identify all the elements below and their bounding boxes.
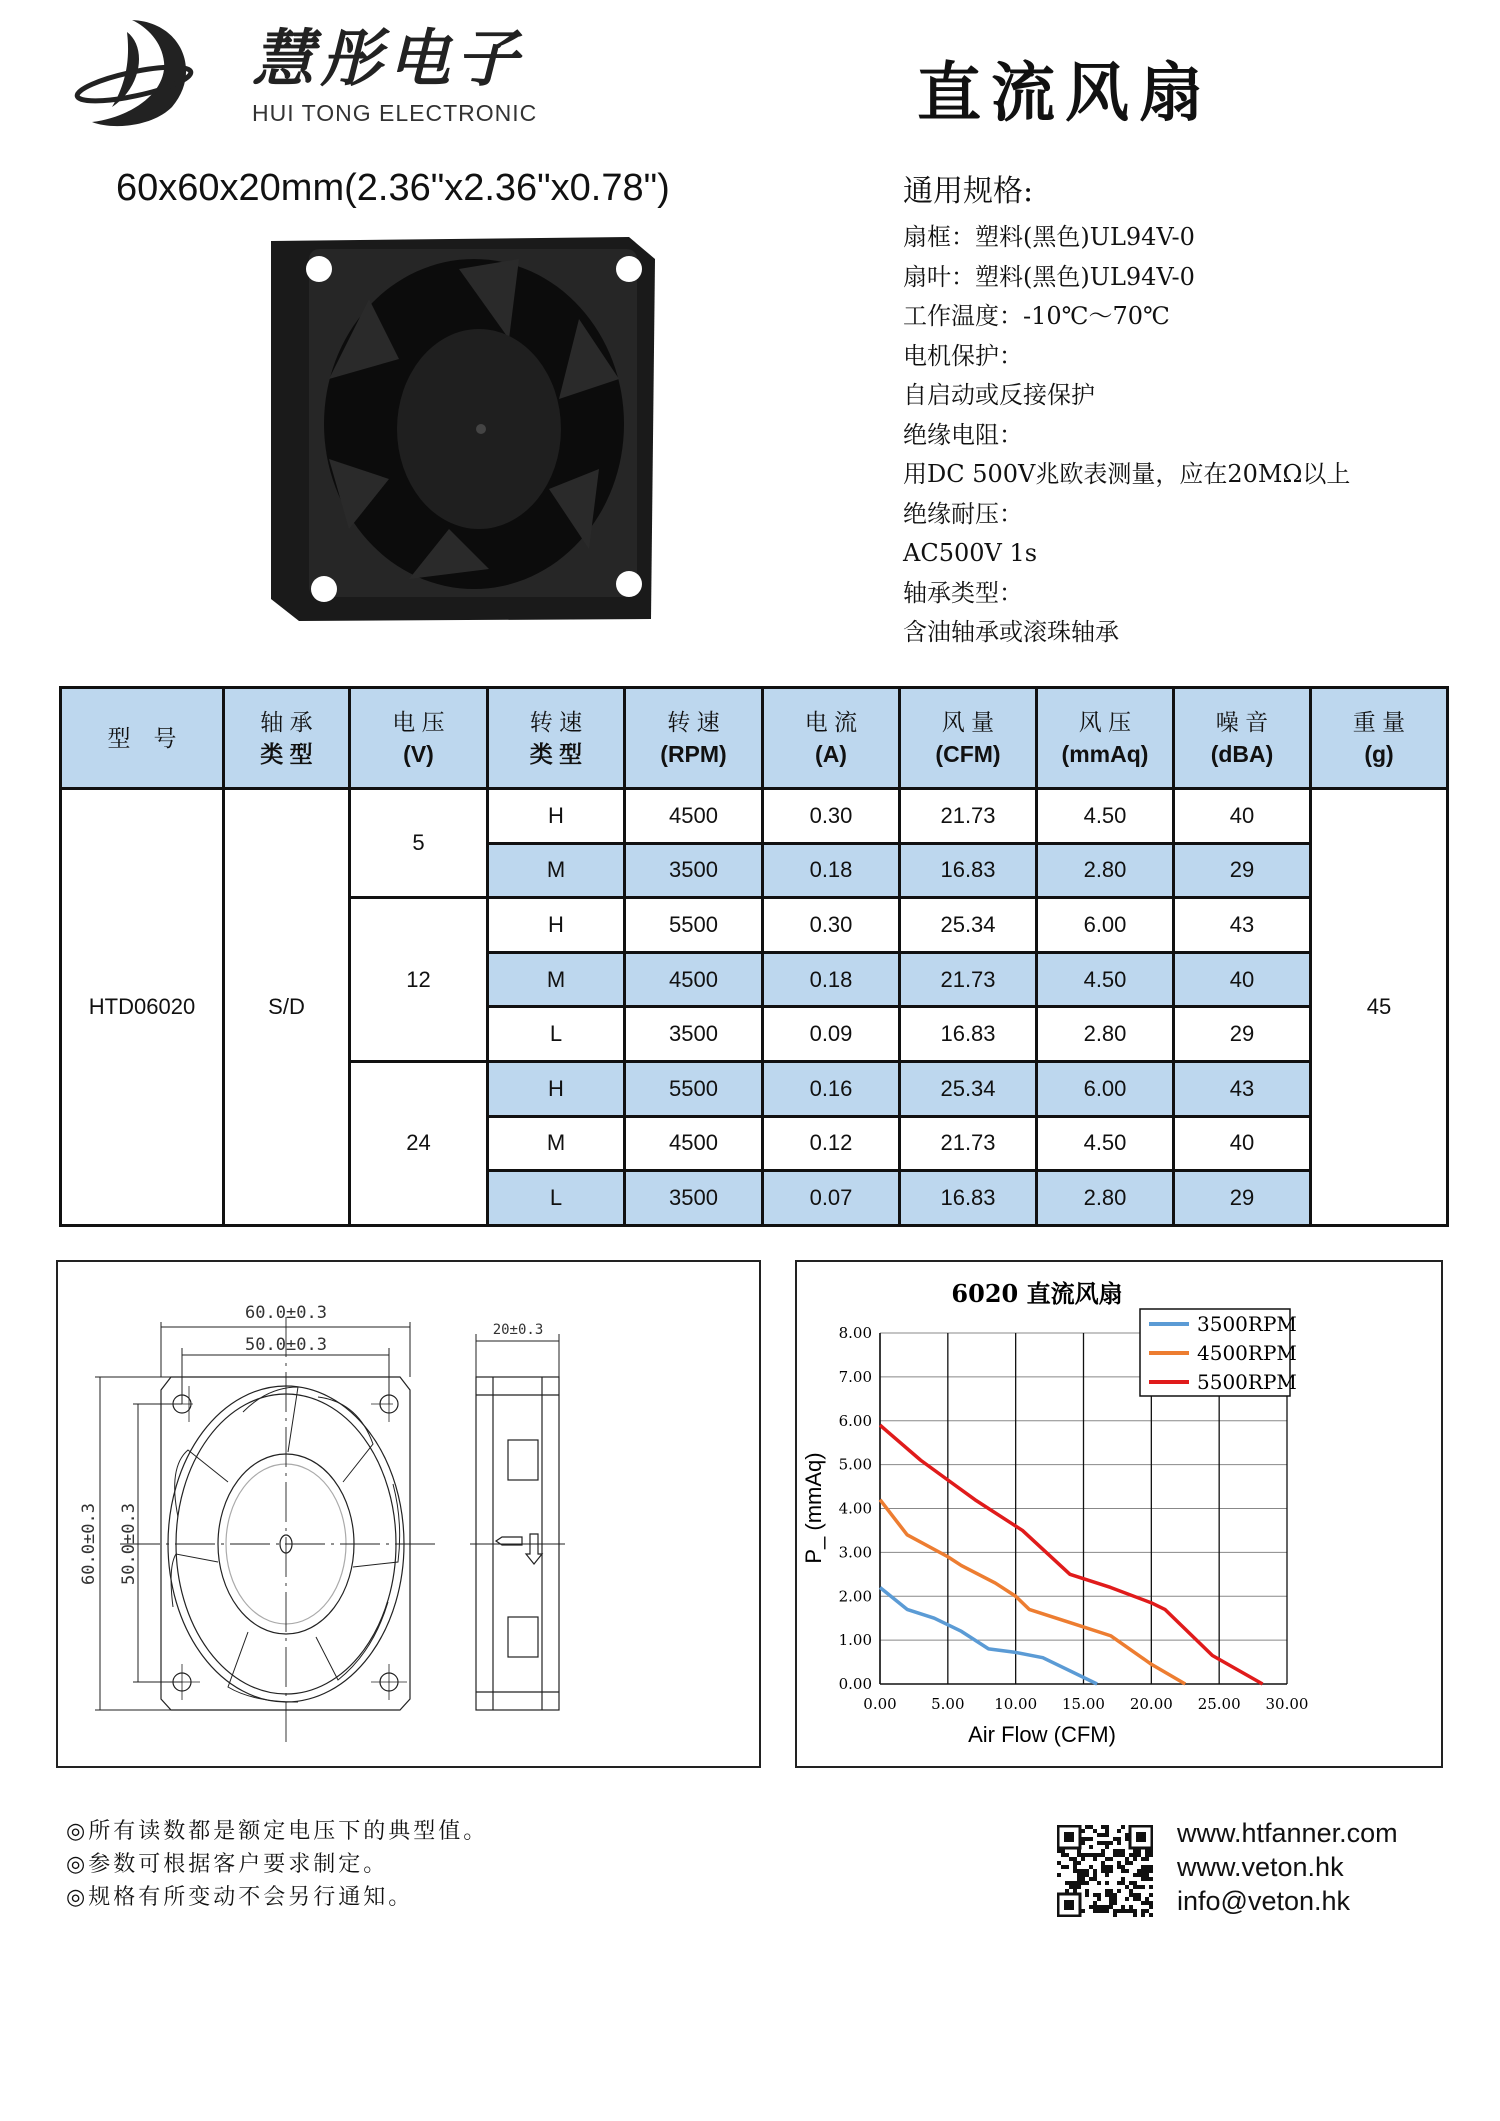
front-view (120, 1317, 438, 1742)
series-line-5500RPM (880, 1425, 1263, 1684)
note-item: ◎规格有所变动不会另行通知。 (66, 1885, 414, 1910)
table-cell: 43 (1174, 898, 1311, 953)
spec-line: 工作温度：-10℃～70℃ (903, 302, 1170, 330)
table-cell: 0.12 (763, 1116, 900, 1171)
table-cell: 2.80 (1037, 1007, 1174, 1062)
general-specifications (903, 172, 1350, 653)
pq-curve-chart (795, 1260, 1443, 1768)
header-line-2: (CFM) (935, 741, 1001, 767)
table-cell: 4500 (625, 1116, 763, 1171)
table-cell: 43 (1174, 1061, 1311, 1116)
header-line-1: 型 号 (107, 725, 177, 751)
company-name-cn: 慧彤电子 (252, 22, 525, 95)
column-header (224, 688, 350, 789)
dimension-lines (95, 1322, 559, 1710)
spec-line: 扇框：塑料(黑色)UL94V-0 (903, 223, 1195, 251)
spec-line: 用DC 500V兆欧表测量，应在20MΩ以上 (903, 460, 1351, 488)
qr-code-icon (1057, 1825, 1153, 1917)
specs-heading: 通用规格: (903, 174, 1034, 209)
header-line-1: 重 量 (1352, 709, 1406, 735)
table-row (61, 789, 1448, 844)
table-cell: 29 (1174, 843, 1311, 898)
series-line-3500RPM (880, 1587, 1097, 1684)
x-tick-label: 30.00 (1265, 1695, 1309, 1713)
table-cell: 16.83 (900, 1007, 1037, 1062)
note-item: ◎所有读数都是额定电压下的典型值。 (66, 1819, 489, 1844)
y-tick-label: 8.00 (838, 1324, 872, 1342)
header-line-2: (mmAq) (1061, 741, 1149, 767)
x-tick-label: 5.00 (931, 1695, 965, 1713)
table-cell: 4.50 (1037, 952, 1174, 1007)
header-line-1: 风 压 (1078, 709, 1132, 735)
y-tick-label: 7.00 (838, 1367, 872, 1386)
table-cell: 3500 (625, 1007, 763, 1062)
table-cell: 4500 (625, 952, 763, 1007)
table-cell: M (488, 843, 625, 898)
table-cell: H (488, 789, 625, 844)
note-item: ◎参数可根据客户要求制定。 (66, 1852, 389, 1877)
table-cell: 40 (1174, 1116, 1311, 1171)
email-link[interactable]: info@veton.hk (1177, 1886, 1351, 1916)
table-cell: 16.83 (900, 1171, 1037, 1226)
table-cell: 16.83 (900, 843, 1037, 898)
spec-line: 扇叶：塑料(黑色)UL94V-0 (903, 262, 1195, 291)
table-cell: 29 (1174, 1007, 1311, 1062)
x-tick-label: 0.00 (863, 1695, 897, 1713)
y-tick-label: 2.00 (838, 1587, 872, 1606)
table-cell: H (488, 1061, 625, 1116)
header-line-1: 转 速 (529, 709, 583, 735)
x-tick-label: 10.00 (994, 1695, 1038, 1713)
header-line-1: 噪 音 (1215, 709, 1269, 735)
spec-line: 绝缘电阻： (903, 420, 1023, 449)
legend-label: 5500RPM (1197, 1370, 1297, 1394)
contact-links (1177, 1816, 1398, 1918)
dimension-drawing (56, 1260, 761, 1768)
table-cell: 5500 (625, 898, 763, 953)
table-cell: 21.73 (900, 952, 1037, 1007)
dim-depth: 20±0.3 (492, 1322, 544, 1338)
x-tick-label: 15.00 (1062, 1695, 1105, 1713)
table-cell: 21.73 (900, 789, 1037, 844)
footer-notes (66, 1815, 488, 1914)
table-cell: 29 (1174, 1171, 1311, 1226)
table-cell: 4.50 (1037, 1116, 1174, 1171)
table-cell: L (488, 1171, 625, 1226)
x-axis-label: Air Flow (CFM) (968, 1722, 1116, 1747)
y-tick-label: 4.00 (838, 1499, 872, 1518)
voltage-cell: 5 (350, 789, 488, 898)
header-line-2: 类 型 (260, 741, 313, 767)
spec-line: AC500V 1s (903, 539, 1038, 567)
header-line-2: (dBA) (1210, 741, 1274, 767)
table-cell: 25.34 (900, 1061, 1037, 1116)
table-cell: L (488, 1007, 625, 1062)
dim-width-inner: 50.0±0.3 (245, 1335, 327, 1355)
table-cell: 4.50 (1037, 789, 1174, 844)
voltage-cell: 24 (350, 1061, 488, 1225)
table-cell: 0.18 (763, 843, 900, 898)
table-cell: 2.80 (1037, 843, 1174, 898)
bearing-cell: S/D (224, 789, 350, 1226)
table-cell: 3500 (625, 1171, 763, 1226)
table-cell: 40 (1174, 789, 1311, 844)
header-line-2: (V) (403, 741, 434, 767)
column-header (488, 688, 625, 789)
legend-label: 3500RPM (1197, 1312, 1297, 1336)
header-line-1: 电 流 (804, 709, 858, 735)
fan-product-photo (259, 229, 659, 624)
table-cell: M (488, 1116, 625, 1171)
column-header (1311, 688, 1448, 789)
website-link-htfanner[interactable]: www.htfanner.com (1177, 1818, 1398, 1848)
weight-cell: 45 (1311, 789, 1448, 1226)
spec-line: 绝缘耐压： (903, 499, 1023, 528)
table-cell: 0.16 (763, 1061, 900, 1116)
y-tick-label: 1.00 (838, 1631, 872, 1650)
header-line-1: 电 压 (392, 709, 445, 735)
table-cell: 6.00 (1037, 898, 1174, 953)
table-cell: 6.00 (1037, 1061, 1174, 1116)
column-header (763, 688, 900, 789)
header-line-1: 风 量 (941, 709, 995, 735)
document-title: 直流风扇 (917, 56, 1213, 131)
voltage-cell: 12 (350, 898, 488, 1062)
column-header (1037, 688, 1174, 789)
table-cell: 0.07 (763, 1171, 900, 1226)
column-header (900, 688, 1037, 789)
table-cell: 25.34 (900, 898, 1037, 953)
chart-title: 6020 直流风扇 (951, 1279, 1123, 1308)
y-axis-label: P_ (mmAq) (801, 1452, 826, 1564)
legend-label: 4500RPM (1197, 1341, 1297, 1365)
x-tick-label: 20.00 (1129, 1695, 1173, 1713)
dim-height-outer: 60.0±0.3 (79, 1503, 99, 1585)
model-cell: HTD06020 (61, 789, 224, 1226)
table-cell: 4500 (625, 789, 763, 844)
website-link-veton[interactable]: www.veton.hk (1177, 1852, 1344, 1882)
table-cell: 40 (1174, 952, 1311, 1007)
table-cell: 0.30 (763, 898, 900, 953)
spec-line: 轴承类型： (903, 578, 1023, 607)
y-tick-label: 6.00 (838, 1411, 872, 1430)
column-header (625, 688, 763, 789)
y-tick-label: 3.00 (838, 1543, 872, 1562)
table-cell: 21.73 (900, 1116, 1037, 1171)
dim-width-outer: 60.0±0.3 (245, 1303, 327, 1323)
header-line-2: 类 型 (529, 741, 583, 767)
header-line-1: 转 速 (667, 709, 720, 735)
x-tick-label: 25.00 (1197, 1695, 1241, 1713)
table-cell: 0.09 (763, 1007, 900, 1062)
table-cell: 5500 (625, 1061, 763, 1116)
table-cell: 2.80 (1037, 1171, 1174, 1226)
spec-line: 含油轴承或滚珠轴承 (903, 618, 1119, 646)
spec-line: 电机保护： (903, 341, 1023, 370)
column-header (1174, 688, 1311, 789)
header-line-2: (g) (1364, 741, 1394, 767)
header-line-2: (A) (815, 741, 847, 767)
specification-table (59, 686, 1449, 1227)
column-header (350, 688, 488, 789)
table-cell: H (488, 898, 625, 953)
table-cell: 0.18 (763, 952, 900, 1007)
fan-size-title: 60x60x20mm(2.36"x2.36"x0.78") (116, 167, 670, 209)
table-cell: 3500 (625, 843, 763, 898)
spec-line: 自启动或反接保护 (903, 381, 1095, 409)
company-name-en: HUI TONG ELECTRONIC (252, 100, 538, 126)
column-header (61, 688, 224, 789)
company-logo-icon (72, 12, 212, 132)
header-line-2: (RPM) (660, 741, 727, 767)
side-view (470, 1377, 565, 1710)
header-line-1: 轴 承 (260, 709, 313, 735)
table-cell: M (488, 952, 625, 1007)
dim-height-inner: 50.0±0.3 (119, 1503, 139, 1585)
y-tick-label: 5.00 (838, 1455, 872, 1474)
y-tick-label: 0.00 (838, 1675, 872, 1693)
table-cell: 0.30 (763, 789, 900, 844)
